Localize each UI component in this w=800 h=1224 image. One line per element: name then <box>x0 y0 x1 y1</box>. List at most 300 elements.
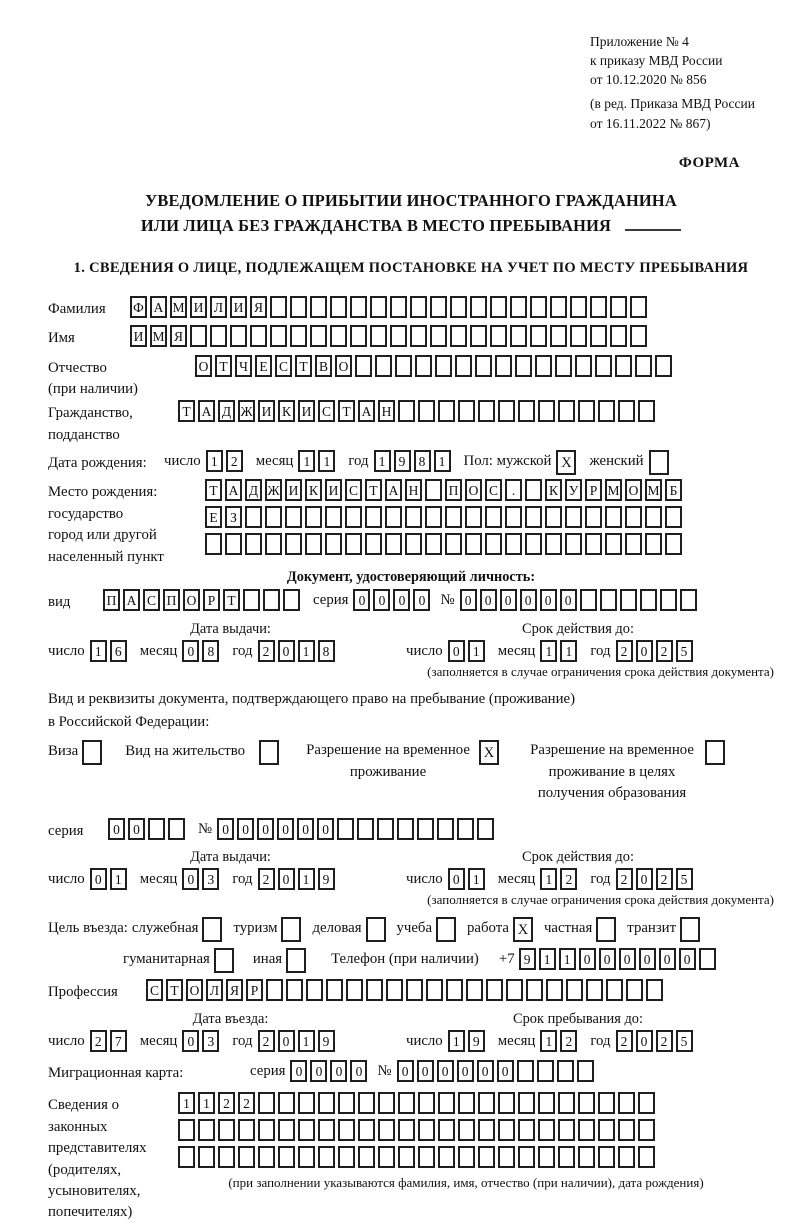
char-box[interactable] <box>510 325 527 347</box>
char-box[interactable] <box>638 1092 655 1114</box>
char-box[interactable] <box>546 979 563 1001</box>
char-box[interactable]: 0 <box>128 818 145 840</box>
char-box[interactable] <box>545 506 562 528</box>
char-box[interactable] <box>230 325 247 347</box>
char-box[interactable]: И <box>285 479 302 501</box>
char-box[interactable] <box>525 479 542 501</box>
char-box[interactable] <box>365 533 382 555</box>
char-box[interactable] <box>550 296 567 318</box>
char-box[interactable] <box>600 589 617 611</box>
char-box[interactable]: И <box>258 400 275 422</box>
char-box[interactable] <box>346 979 363 1001</box>
char-box[interactable] <box>258 1146 275 1168</box>
char-box[interactable]: 0 <box>182 1030 199 1052</box>
char-box[interactable]: 0 <box>460 589 477 611</box>
char-box[interactable] <box>526 979 543 1001</box>
char-box[interactable]: 2 <box>258 868 275 890</box>
char-box[interactable] <box>168 818 185 840</box>
char-box[interactable]: 2 <box>560 1030 577 1052</box>
char-box[interactable] <box>566 979 583 1001</box>
char-box[interactable]: 5 <box>676 1030 693 1052</box>
char-box[interactable] <box>305 506 322 528</box>
char-box[interactable] <box>465 506 482 528</box>
char-box[interactable] <box>406 979 423 1001</box>
char-box[interactable]: 0 <box>237 818 254 840</box>
char-box[interactable] <box>638 1146 655 1168</box>
char-box[interactable] <box>410 296 427 318</box>
char-box[interactable] <box>225 533 242 555</box>
char-box[interactable] <box>478 1092 495 1114</box>
char-box[interactable] <box>365 506 382 528</box>
char-box[interactable]: 2 <box>616 1030 633 1052</box>
char-box[interactable] <box>618 1146 635 1168</box>
char-box[interactable]: 1 <box>198 1092 215 1114</box>
char-box[interactable]: К <box>278 400 295 422</box>
char-box[interactable] <box>375 355 392 377</box>
char-box[interactable] <box>306 979 323 1001</box>
char-box[interactable] <box>318 1092 335 1114</box>
char-box[interactable]: 8 <box>202 640 219 662</box>
char-box[interactable]: 1 <box>448 1030 465 1052</box>
char-box[interactable] <box>410 325 427 347</box>
char-box[interactable] <box>298 1146 315 1168</box>
char-box[interactable] <box>298 1092 315 1114</box>
char-box[interactable] <box>490 296 507 318</box>
char-box[interactable] <box>205 533 222 555</box>
char-box[interactable]: 0 <box>417 1060 434 1082</box>
char-box[interactable] <box>577 1060 594 1082</box>
char-box[interactable] <box>243 589 260 611</box>
char-box[interactable]: X <box>556 450 576 475</box>
char-box[interactable]: 0 <box>636 640 653 662</box>
char-box[interactable] <box>505 533 522 555</box>
char-box[interactable]: Я <box>226 979 243 1001</box>
char-box[interactable]: И <box>230 296 247 318</box>
char-box[interactable]: 0 <box>182 640 199 662</box>
char-box[interactable] <box>238 1119 255 1141</box>
char-box[interactable] <box>425 479 442 501</box>
char-box[interactable] <box>398 1119 415 1141</box>
char-box[interactable]: 0 <box>639 948 656 970</box>
char-box[interactable] <box>290 325 307 347</box>
char-box[interactable]: 1 <box>318 450 335 472</box>
char-box[interactable]: С <box>345 479 362 501</box>
char-box[interactable] <box>485 533 502 555</box>
char-box[interactable] <box>210 325 227 347</box>
char-box[interactable] <box>590 325 607 347</box>
char-box[interactable]: О <box>465 479 482 501</box>
char-box[interactable] <box>596 917 616 942</box>
char-box[interactable]: 0 <box>90 868 107 890</box>
char-box[interactable] <box>357 818 374 840</box>
char-box[interactable] <box>445 506 462 528</box>
char-box[interactable] <box>358 1092 375 1114</box>
char-box[interactable] <box>470 296 487 318</box>
char-box[interactable] <box>370 325 387 347</box>
char-box[interactable] <box>518 1119 535 1141</box>
char-box[interactable] <box>598 400 615 422</box>
char-box[interactable] <box>450 325 467 347</box>
char-box[interactable]: Ж <box>265 479 282 501</box>
char-box[interactable] <box>270 325 287 347</box>
char-box[interactable]: Е <box>255 355 272 377</box>
char-box[interactable]: У <box>565 479 582 501</box>
char-box[interactable] <box>415 355 432 377</box>
char-box[interactable] <box>515 355 532 377</box>
char-box[interactable]: 0 <box>297 818 314 840</box>
char-box[interactable] <box>538 400 555 422</box>
char-box[interactable]: М <box>645 479 662 501</box>
char-box[interactable]: 9 <box>519 948 536 970</box>
char-box[interactable]: Ч <box>235 355 252 377</box>
char-box[interactable]: 0 <box>636 1030 653 1052</box>
char-box[interactable]: 2 <box>656 640 673 662</box>
char-box[interactable]: 0 <box>353 589 370 611</box>
char-box[interactable] <box>590 296 607 318</box>
char-box[interactable] <box>430 325 447 347</box>
char-box[interactable] <box>635 355 652 377</box>
char-box[interactable] <box>558 1092 575 1114</box>
char-box[interactable]: 0 <box>108 818 125 840</box>
char-box[interactable] <box>190 325 207 347</box>
char-box[interactable] <box>598 1119 615 1141</box>
char-box[interactable]: X <box>479 740 499 765</box>
char-box[interactable] <box>630 296 647 318</box>
char-box[interactable] <box>148 818 165 840</box>
char-box[interactable] <box>390 325 407 347</box>
char-box[interactable] <box>620 589 637 611</box>
char-box[interactable] <box>265 506 282 528</box>
char-box[interactable] <box>478 400 495 422</box>
char-box[interactable] <box>485 506 502 528</box>
char-box[interactable] <box>466 979 483 1001</box>
char-box[interactable]: В <box>315 355 332 377</box>
char-box[interactable]: 0 <box>278 640 295 662</box>
char-box[interactable]: 0 <box>257 818 274 840</box>
char-box[interactable]: Ф <box>130 296 147 318</box>
char-box[interactable] <box>530 325 547 347</box>
char-box[interactable] <box>397 818 414 840</box>
char-box[interactable]: 0 <box>659 948 676 970</box>
char-box[interactable]: И <box>325 479 342 501</box>
char-box[interactable]: 0 <box>448 640 465 662</box>
char-box[interactable]: 2 <box>218 1092 235 1114</box>
char-box[interactable] <box>266 979 283 1001</box>
char-box[interactable]: 0 <box>373 589 390 611</box>
char-box[interactable] <box>325 533 342 555</box>
char-box[interactable] <box>495 355 512 377</box>
char-box[interactable] <box>538 1092 555 1114</box>
char-box[interactable] <box>530 296 547 318</box>
char-box[interactable]: 0 <box>579 948 596 970</box>
char-box[interactable]: А <box>225 479 242 501</box>
char-box[interactable] <box>498 1092 515 1114</box>
char-box[interactable] <box>405 506 422 528</box>
char-box[interactable] <box>498 1119 515 1141</box>
char-box[interactable]: Б <box>665 479 682 501</box>
char-box[interactable]: 0 <box>413 589 430 611</box>
char-box[interactable] <box>478 1146 495 1168</box>
char-box[interactable]: 0 <box>278 1030 295 1052</box>
char-box[interactable]: А <box>358 400 375 422</box>
char-box[interactable]: 1 <box>298 868 315 890</box>
char-box[interactable]: 0 <box>636 868 653 890</box>
char-box[interactable]: 5 <box>676 640 693 662</box>
char-box[interactable] <box>310 296 327 318</box>
char-box[interactable] <box>278 1146 295 1168</box>
char-box[interactable] <box>285 533 302 555</box>
char-box[interactable] <box>638 1119 655 1141</box>
char-box[interactable] <box>606 979 623 1001</box>
char-box[interactable] <box>250 325 267 347</box>
char-box[interactable] <box>263 589 280 611</box>
char-box[interactable] <box>437 818 454 840</box>
char-box[interactable]: П <box>163 589 180 611</box>
char-box[interactable]: 1 <box>540 868 557 890</box>
char-box[interactable] <box>305 533 322 555</box>
char-box[interactable] <box>618 400 635 422</box>
char-box[interactable] <box>470 325 487 347</box>
char-box[interactable] <box>465 533 482 555</box>
char-box[interactable]: 2 <box>616 640 633 662</box>
char-box[interactable]: А <box>198 400 215 422</box>
char-box[interactable] <box>645 506 662 528</box>
char-box[interactable] <box>214 948 234 973</box>
char-box[interactable] <box>505 506 522 528</box>
char-box[interactable] <box>398 1092 415 1114</box>
char-box[interactable]: Л <box>206 979 223 1001</box>
char-box[interactable] <box>417 818 434 840</box>
char-box[interactable]: 1 <box>468 868 485 890</box>
char-box[interactable] <box>458 1092 475 1114</box>
char-box[interactable]: 1 <box>206 450 223 472</box>
char-box[interactable] <box>550 325 567 347</box>
char-box[interactable]: О <box>625 479 642 501</box>
char-box[interactable] <box>418 1119 435 1141</box>
char-box[interactable] <box>618 1092 635 1114</box>
char-box[interactable]: 0 <box>393 589 410 611</box>
char-box[interactable]: . <box>505 479 522 501</box>
char-box[interactable]: М <box>170 296 187 318</box>
char-box[interactable]: И <box>298 400 315 422</box>
char-box[interactable]: 1 <box>540 1030 557 1052</box>
char-box[interactable]: X <box>513 917 533 942</box>
char-box[interactable] <box>545 533 562 555</box>
char-box[interactable]: З <box>225 506 242 528</box>
char-box[interactable] <box>518 400 535 422</box>
char-box[interactable] <box>438 400 455 422</box>
char-box[interactable]: 1 <box>298 640 315 662</box>
char-box[interactable] <box>558 1146 575 1168</box>
char-box[interactable] <box>238 1146 255 1168</box>
char-box[interactable] <box>330 325 347 347</box>
char-box[interactable] <box>178 1146 195 1168</box>
char-box[interactable] <box>458 400 475 422</box>
char-box[interactable] <box>585 506 602 528</box>
char-box[interactable]: П <box>103 589 120 611</box>
char-box[interactable]: 3 <box>202 1030 219 1052</box>
char-box[interactable] <box>318 1146 335 1168</box>
char-box[interactable] <box>378 1092 395 1114</box>
char-box[interactable] <box>338 1146 355 1168</box>
char-box[interactable] <box>640 589 657 611</box>
char-box[interactable]: Л <box>210 296 227 318</box>
char-box[interactable] <box>478 1119 495 1141</box>
char-box[interactable]: О <box>335 355 352 377</box>
char-box[interactable]: 0 <box>182 868 199 890</box>
char-box[interactable] <box>358 1119 375 1141</box>
char-box[interactable]: 9 <box>394 450 411 472</box>
char-box[interactable] <box>258 1092 275 1114</box>
char-box[interactable]: 0 <box>310 1060 327 1082</box>
char-box[interactable] <box>605 533 622 555</box>
char-box[interactable]: Т <box>338 400 355 422</box>
char-box[interactable]: 3 <box>202 868 219 890</box>
char-box[interactable] <box>538 1119 555 1141</box>
char-box[interactable] <box>290 296 307 318</box>
char-box[interactable]: 0 <box>317 818 334 840</box>
char-box[interactable] <box>680 917 700 942</box>
char-box[interactable]: 0 <box>679 948 696 970</box>
char-box[interactable]: И <box>190 296 207 318</box>
char-box[interactable] <box>578 1092 595 1114</box>
char-box[interactable]: 0 <box>477 1060 494 1082</box>
char-box[interactable]: 5 <box>676 868 693 890</box>
char-box[interactable] <box>490 325 507 347</box>
char-box[interactable] <box>355 355 372 377</box>
char-box[interactable]: 8 <box>414 450 431 472</box>
char-box[interactable] <box>570 325 587 347</box>
char-box[interactable]: 0 <box>437 1060 454 1082</box>
char-box[interactable] <box>506 979 523 1001</box>
char-box[interactable]: 1 <box>178 1092 195 1114</box>
char-box[interactable] <box>366 979 383 1001</box>
char-box[interactable] <box>385 533 402 555</box>
char-box[interactable] <box>558 1119 575 1141</box>
char-box[interactable]: 0 <box>330 1060 347 1082</box>
char-box[interactable]: Ж <box>238 400 255 422</box>
char-box[interactable] <box>450 296 467 318</box>
char-box[interactable]: 0 <box>560 589 577 611</box>
char-box[interactable] <box>680 589 697 611</box>
char-box[interactable] <box>278 1092 295 1114</box>
char-box[interactable]: 0 <box>397 1060 414 1082</box>
char-box[interactable]: К <box>545 479 562 501</box>
char-box[interactable] <box>325 506 342 528</box>
char-box[interactable] <box>578 400 595 422</box>
char-box[interactable]: С <box>485 479 502 501</box>
char-box[interactable] <box>370 296 387 318</box>
char-box[interactable] <box>486 979 503 1001</box>
char-box[interactable] <box>525 506 542 528</box>
char-box[interactable]: 0 <box>290 1060 307 1082</box>
char-box[interactable] <box>245 506 262 528</box>
char-box[interactable]: 1 <box>468 640 485 662</box>
char-box[interactable]: 2 <box>258 1030 275 1052</box>
char-box[interactable] <box>395 355 412 377</box>
char-box[interactable] <box>436 917 456 942</box>
char-box[interactable] <box>358 1146 375 1168</box>
char-box[interactable] <box>537 1060 554 1082</box>
char-box[interactable] <box>435 355 452 377</box>
char-box[interactable] <box>218 1146 235 1168</box>
char-box[interactable] <box>475 355 492 377</box>
char-box[interactable] <box>418 1092 435 1114</box>
char-box[interactable] <box>259 740 279 765</box>
char-box[interactable] <box>655 355 672 377</box>
char-box[interactable] <box>565 506 582 528</box>
char-box[interactable] <box>585 533 602 555</box>
char-box[interactable] <box>446 979 463 1001</box>
char-box[interactable]: А <box>123 589 140 611</box>
char-box[interactable]: Я <box>250 296 267 318</box>
char-box[interactable] <box>578 1119 595 1141</box>
char-box[interactable] <box>538 1146 555 1168</box>
char-box[interactable] <box>615 355 632 377</box>
char-box[interactable] <box>638 400 655 422</box>
char-box[interactable] <box>665 533 682 555</box>
char-box[interactable]: Т <box>295 355 312 377</box>
char-box[interactable]: 0 <box>500 589 517 611</box>
char-box[interactable] <box>438 1146 455 1168</box>
char-box[interactable] <box>610 325 627 347</box>
char-box[interactable]: О <box>186 979 203 1001</box>
char-box[interactable]: 7 <box>110 1030 127 1052</box>
char-box[interactable]: Т <box>365 479 382 501</box>
char-box[interactable] <box>310 325 327 347</box>
char-box[interactable] <box>245 533 262 555</box>
char-box[interactable] <box>286 948 306 973</box>
char-box[interactable] <box>318 1119 335 1141</box>
char-box[interactable]: Т <box>215 355 232 377</box>
char-box[interactable] <box>198 1146 215 1168</box>
char-box[interactable] <box>82 740 102 765</box>
char-box[interactable] <box>570 296 587 318</box>
char-box[interactable] <box>565 533 582 555</box>
char-box[interactable] <box>202 917 222 942</box>
char-box[interactable]: 0 <box>217 818 234 840</box>
char-box[interactable]: 0 <box>480 589 497 611</box>
char-box[interactable] <box>580 589 597 611</box>
char-box[interactable] <box>458 1146 475 1168</box>
char-box[interactable]: 1 <box>559 948 576 970</box>
char-box[interactable] <box>218 1119 235 1141</box>
char-box[interactable]: Д <box>245 479 262 501</box>
char-box[interactable] <box>699 948 716 970</box>
char-box[interactable]: 1 <box>298 450 315 472</box>
char-box[interactable] <box>598 1092 615 1114</box>
char-box[interactable]: 0 <box>448 868 465 890</box>
char-box[interactable]: Р <box>203 589 220 611</box>
char-box[interactable] <box>498 400 515 422</box>
char-box[interactable] <box>518 1092 535 1114</box>
char-box[interactable] <box>258 1119 275 1141</box>
char-box[interactable] <box>605 506 622 528</box>
char-box[interactable] <box>517 1060 534 1082</box>
char-box[interactable] <box>398 1146 415 1168</box>
char-box[interactable]: 2 <box>226 450 243 472</box>
char-box[interactable] <box>345 506 362 528</box>
char-box[interactable] <box>265 533 282 555</box>
char-box[interactable] <box>525 533 542 555</box>
char-box[interactable] <box>618 1119 635 1141</box>
char-box[interactable] <box>586 979 603 1001</box>
char-box[interactable]: А <box>150 296 167 318</box>
char-box[interactable]: 0 <box>277 818 294 840</box>
char-box[interactable] <box>705 740 725 765</box>
char-box[interactable] <box>457 818 474 840</box>
char-box[interactable] <box>510 296 527 318</box>
